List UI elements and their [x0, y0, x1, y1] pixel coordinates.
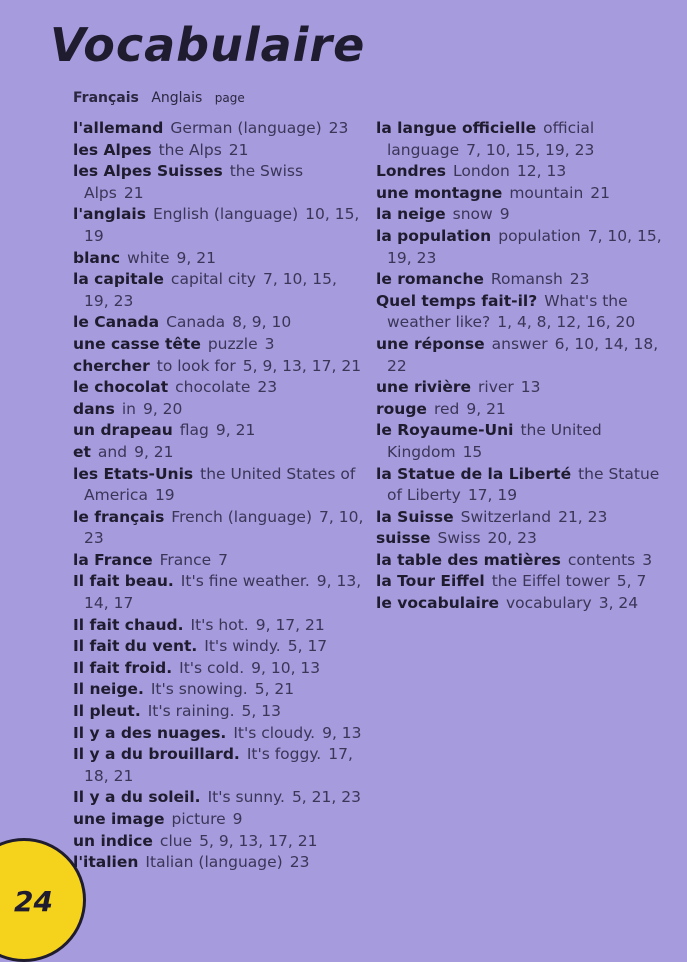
page-references: 9, 21 [176, 248, 216, 267]
english-translation: the Swiss Alps [84, 162, 304, 202]
french-term: une casse tête [73, 334, 201, 353]
french-term: et [73, 442, 91, 461]
french-term: Il fait beau. [73, 572, 174, 591]
french-term: le romanche [376, 270, 484, 289]
english-translation: mountain [509, 183, 584, 202]
french-term: une rivière [376, 378, 472, 397]
french-term: la France [73, 550, 153, 569]
vocabulary-entry [73, 248, 365, 270]
vocabulary-entry [376, 571, 666, 593]
french-term: Quel temps fait-il? [376, 291, 538, 310]
vocabulary-entry [73, 571, 365, 614]
english-translation: capital city [170, 270, 256, 289]
vocabulary-column-left [73, 118, 365, 874]
french-term: la neige [376, 205, 446, 224]
vocabulary-entry [73, 787, 365, 809]
french-term: la langue officielle [376, 119, 537, 137]
page-references: 5, 21, 23 [291, 788, 361, 807]
vocabulary-entry [73, 442, 365, 464]
english-translation: puzzle [207, 334, 258, 353]
english-translation: picture [171, 810, 226, 828]
french-term: Il fait du vent. [73, 637, 198, 656]
page-references: 5, 7 [616, 572, 647, 591]
french-term: Londres [376, 162, 447, 181]
vocabulary-entry [376, 226, 666, 269]
english-translation: population [498, 226, 581, 245]
vocabulary-entry [376, 464, 666, 507]
french-term: la population [376, 226, 492, 245]
vocabulary-entry [73, 356, 365, 378]
vocabulary-entry [73, 161, 365, 204]
page-references: 3 [642, 550, 653, 569]
page-references: 5, 13 [241, 702, 281, 721]
english-translation: It's sunny. [207, 788, 285, 807]
vocabulary-entry [73, 334, 365, 356]
page-references: 9, 21 [134, 442, 174, 461]
page-title: Vocabulaire [50, 18, 366, 72]
english-translation: France [159, 550, 212, 569]
french-term: un drapeau [73, 421, 173, 440]
page-references: 7, 10, 15, 19, 23 [84, 270, 337, 310]
english-translation: official language [387, 119, 595, 159]
french-term: dans [73, 399, 115, 418]
page-references: 10, 15, 19 [84, 205, 360, 245]
english-translation: It's cold. [179, 658, 245, 677]
french-term: le chocolat [73, 378, 169, 397]
page-references: 8, 9, 10 [232, 313, 292, 332]
english-translation: in [121, 399, 136, 418]
french-term: le Canada [73, 313, 160, 332]
page-references: 1, 4, 8, 12, 16, 20 [497, 313, 636, 332]
page-references: 23 [289, 853, 310, 872]
english-translation: and [97, 442, 128, 461]
vocabulary-entry [376, 399, 666, 421]
english-translation: English (language) [152, 205, 299, 224]
vocabulary-entry [73, 399, 365, 421]
page-references: 9, 21 [215, 421, 256, 440]
english-translation: the United States of America [84, 464, 356, 505]
english-translation: Canada [166, 313, 226, 332]
page-references: 23 [257, 378, 278, 397]
french-term: Il y a du brouillard. [73, 745, 240, 764]
page-references: 9, 21 [466, 399, 506, 418]
french-term: Il neige. [73, 680, 144, 699]
vocabulary-entry [73, 550, 365, 572]
english-translation: white [127, 248, 170, 267]
page-references: 21 [228, 140, 249, 159]
french-term: Il fait chaud. [73, 615, 184, 634]
page-references: 3, 24 [598, 594, 639, 613]
english-translation: Switzerland [460, 507, 552, 526]
vocabulary-entry [376, 183, 666, 205]
header-page: page [214, 91, 245, 105]
vocabulary-entry [73, 204, 365, 247]
page-references: 9, 10, 13 [251, 658, 321, 677]
page-number: 24 [14, 885, 53, 918]
french-term: la Statue de la Liberté [376, 464, 572, 483]
page-references: 5, 21 [254, 680, 295, 699]
header-english: Anglais [151, 90, 203, 106]
page-references: 9 [499, 205, 510, 224]
vocabulary-entry [73, 420, 365, 442]
english-translation: Romansh [490, 270, 563, 289]
vocabulary-entry [376, 204, 666, 226]
english-translation: answer [491, 334, 548, 353]
french-term: un indice [73, 831, 153, 850]
page-references: 23 [328, 119, 349, 137]
english-translation: flag [179, 421, 209, 440]
french-term: une montagne [376, 183, 503, 202]
french-term: rouge [376, 399, 427, 418]
page-references: 5, 17 [287, 637, 328, 656]
english-translation: It's fine weather. [180, 572, 310, 591]
page-references: 7, 10, 15, 19, 23 [466, 140, 595, 159]
page-references: 9, 13 [322, 723, 362, 742]
vocabulary-entry [376, 528, 666, 550]
english-translation: the Alps [158, 140, 222, 159]
vocabulary-entry [73, 507, 365, 550]
vocabulary-entry [73, 809, 365, 831]
page-references: 9, 13, 14, 17 [84, 572, 362, 613]
page-references: 23 [569, 270, 590, 289]
page-references: 3 [264, 334, 275, 353]
vocabulary-entry [376, 550, 666, 572]
vocabulary-entry [376, 291, 666, 334]
header-french: Français [73, 90, 139, 106]
english-translation: contents [567, 550, 636, 569]
page-references: 19 [154, 486, 175, 505]
english-translation: snow [452, 205, 493, 224]
vocabulary-entry [73, 312, 365, 334]
vocabulary-entry [73, 464, 365, 507]
english-translation: What's the weather like? [387, 291, 628, 332]
page-references: 9, 17, 21 [255, 615, 325, 634]
page-references: 20, 23 [487, 529, 537, 548]
vocabulary-entry [73, 118, 365, 140]
page-references: 9, 20 [142, 399, 183, 418]
vocabulary-entry [376, 377, 666, 399]
english-translation: chocolate [175, 378, 251, 397]
french-term: les Etats-Unis [73, 464, 194, 483]
page-references: 7 [218, 550, 229, 569]
english-translation: the Eiffel tower [491, 572, 610, 591]
french-term: la Tour Eiffel [376, 572, 485, 591]
vocabulary-entry [73, 140, 365, 162]
french-term: une réponse [376, 334, 485, 353]
english-translation: clue [159, 831, 193, 850]
french-term: le français [73, 507, 165, 526]
vocabulary-entry [73, 723, 365, 745]
page-references: 17, 18, 21 [84, 745, 353, 785]
page-references: 5, 9, 13, 17, 21 [199, 831, 318, 850]
vocabulary-entry [73, 679, 365, 701]
vocabulary-entry [73, 744, 365, 787]
french-term: blanc [73, 248, 121, 267]
french-term: l'anglais [73, 205, 146, 224]
french-term: la Suisse [376, 507, 454, 526]
vocabulary-entry [73, 636, 365, 658]
vocabulary-entry [376, 161, 666, 183]
vocabulary-entry [73, 269, 365, 312]
english-translation: river [478, 378, 514, 397]
english-translation: It's raining. [147, 702, 235, 721]
page-references: 7, 10, 23 [84, 507, 364, 548]
english-translation: It's cloudy. [233, 723, 316, 742]
english-translation: vocabulary [506, 594, 592, 613]
vocabulary-entry [73, 658, 365, 680]
english-translation: Italian (language) [145, 853, 283, 872]
french-term: la table des matières [376, 550, 561, 569]
french-term: l'allemand [73, 119, 164, 137]
vocabulary-entry [73, 701, 365, 723]
english-translation: red [433, 399, 460, 418]
page-references: 9 [232, 810, 243, 828]
vocabulary-entry [376, 334, 666, 377]
vocabulary-entry [73, 615, 365, 637]
french-term: Il fait froid. [73, 658, 173, 677]
page-references: 13 [520, 378, 541, 397]
french-term: Il y a des nuages. [73, 723, 227, 742]
french-term: les Alpes Suisses [73, 162, 223, 181]
french-term: le Royaume-Uni [376, 421, 514, 440]
vocabulary-entry [73, 377, 365, 399]
vocabulary-entry [376, 507, 666, 529]
vocabulary-entry [376, 118, 666, 161]
page-references: 21, 23 [558, 507, 608, 526]
vocabulary-entry [376, 269, 666, 291]
french-term: suisse [376, 529, 431, 548]
vocabulary-column-right [376, 118, 666, 615]
french-term: la capitale [73, 270, 164, 289]
page-references: 21 [590, 183, 610, 202]
english-translation: It's foggy. [246, 745, 322, 764]
vocabulary-entry [376, 420, 666, 463]
page-references: 7, 10, 15, 19, 23 [387, 226, 662, 267]
french-term: chercher [73, 356, 150, 375]
page-references: 12, 13 [516, 162, 567, 181]
page-references: 15 [462, 442, 483, 461]
page-references: 17, 19 [467, 486, 518, 505]
english-translation: the Statue of Liberty [387, 464, 660, 505]
french-term: Il y a du soleil. [73, 788, 201, 807]
vocabulary-entry [73, 831, 365, 853]
page-references: 21 [123, 183, 144, 202]
english-translation: French (language) [171, 507, 313, 526]
vocabulary-entry [73, 852, 365, 874]
english-translation: It's hot. [190, 615, 249, 634]
french-term: Il pleut. [73, 702, 141, 721]
english-translation: the United Kingdom [387, 421, 602, 461]
french-term: les Alpes [73, 140, 152, 159]
french-term: une image [73, 810, 165, 828]
page-references: 6, 10, 14, 18, 22 [387, 334, 659, 375]
english-translation: It's windy. [204, 637, 281, 656]
english-translation: London [453, 162, 510, 181]
french-term: l'italien [73, 853, 139, 872]
column-header [73, 90, 245, 106]
vocabulary-entry [376, 593, 666, 615]
english-translation: It's snowing. [150, 680, 248, 699]
page-references: 5, 9, 13, 17, 21 [242, 356, 362, 375]
english-translation: Swiss [437, 529, 481, 548]
english-translation: to look for [156, 356, 236, 375]
english-translation: German (language) [170, 119, 322, 137]
french-term: le vocabulaire [376, 594, 499, 613]
